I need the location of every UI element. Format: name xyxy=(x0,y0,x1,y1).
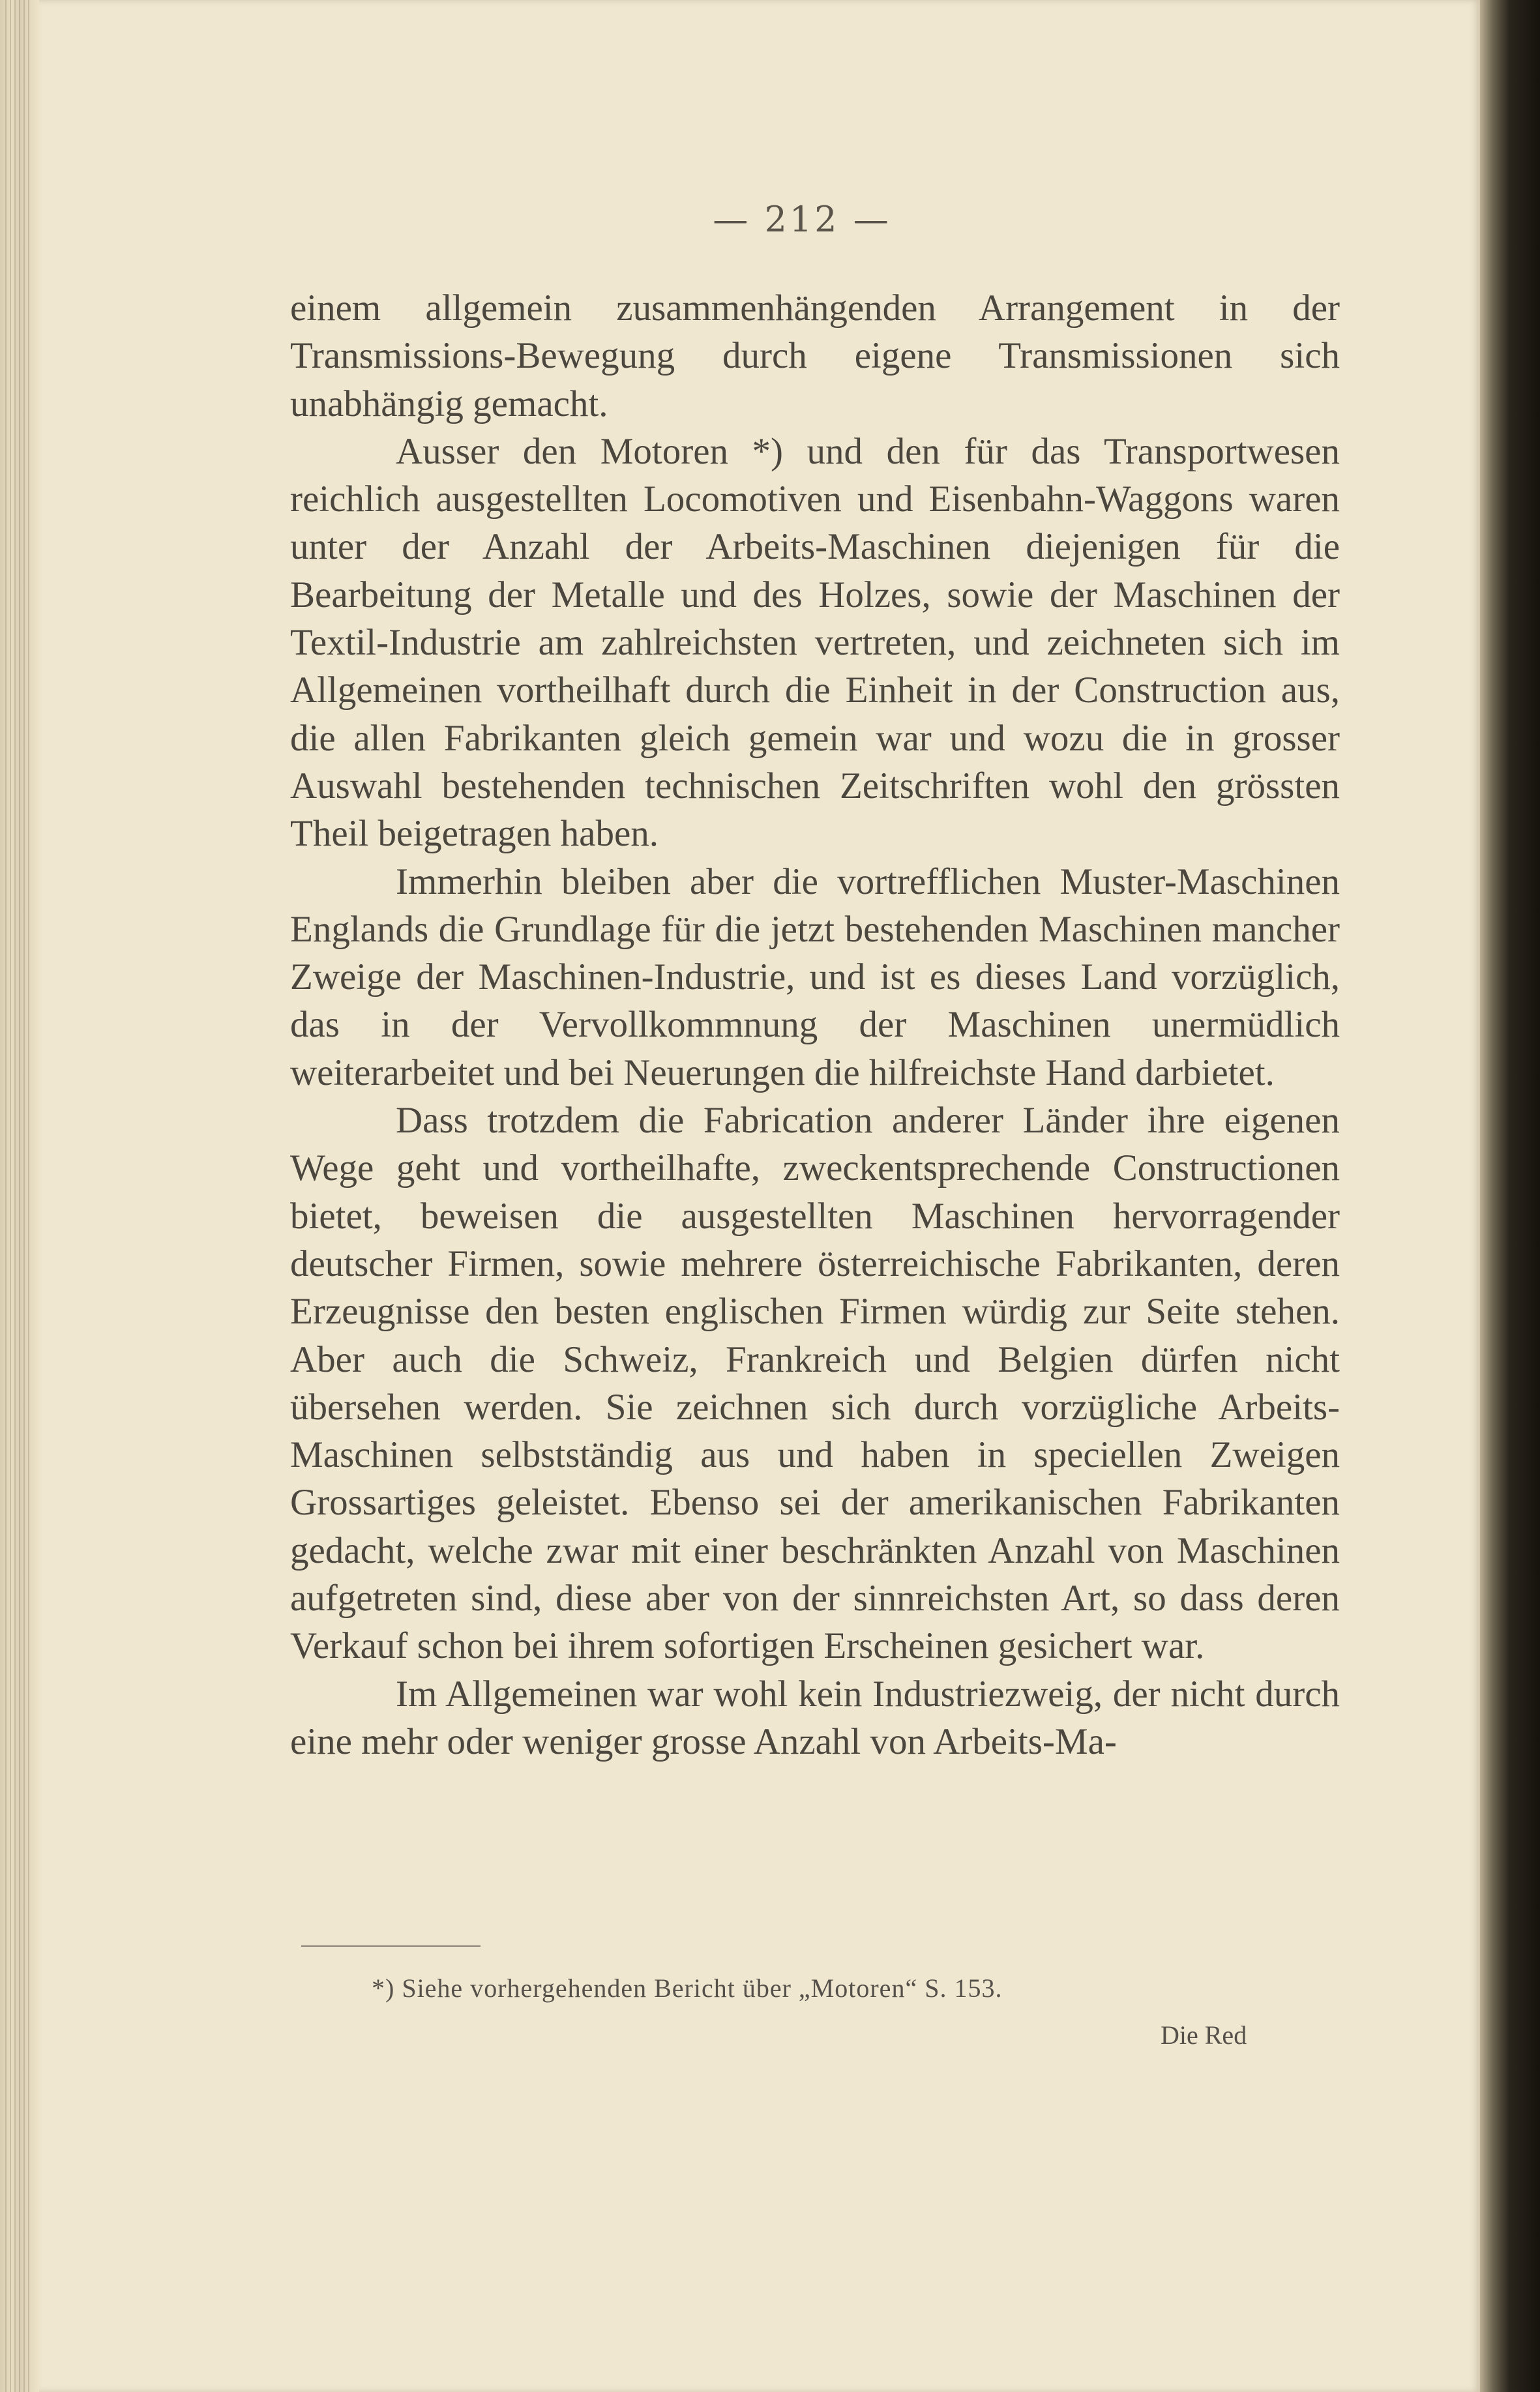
paragraph: Dass trotzdem die Fabrication anderer Länder ihre eigenen Wege geht und vortheilhafte, zweckentsprechende Constructionen bietet, beweisen die ausgestellten Maschinen hervorragender deutscher Firmen, sowie mehrere österreichische Fabrikanten, deren Erzeugnisse den besten englischen Firmen würdig zur Seite stehen. Aber auch die Schweiz, Frankreich und Belgien dürfen nicht übersehen werden. Sie zeichnen sich durch vorzügliche Arbeits-Maschinen selbstständig aus und haben in speciellen Zweigen Grossartiges geleistet. Ebenso sei der amerikanischen Fabrikanten gedacht, welche zwar mit einer beschränkten Anzahl von Maschinen aufgetreten sind, diese aber von der sinnreichsten Art, so dass deren Verkauf schon bei ihrem sofortigen Erscheinen gesichert war. xyxy=(290,1100,1340,1667)
paragraph: einem allgemein zusammenhängenden Arrangement in der Transmissions-Bewegung durch eigene Transmissionen sich unabhängig gemacht. xyxy=(290,288,1340,424)
paragraph: Immerhin bleiben aber die vortrefflichen Muster-Maschinen Englands die Grundlage für die jetzt bestehenden Maschinen mancher Zweige der Maschinen-Industrie, und ist es dieses Land vorzüglich, das in der Vervollkommnung der Maschinen unermüdlich weiterarbeitet und bei Neuerungen die hilfreichste Hand darbietet. xyxy=(290,861,1340,1093)
book-gutter-shadow xyxy=(1480,0,1540,2392)
footnote-signature: Die Red xyxy=(1161,2020,1247,2050)
page-stack-edge xyxy=(5,0,31,2392)
footnote-divider xyxy=(301,1945,481,1947)
paragraph: Ausser den Motoren *) und den für das Transportwesen reichlich ausgestellten Locomotiven und Eisenbahn-Waggons waren unter der Anzahl der Arbeits-Maschinen diejenigen für die Bearbeitung der Metalle und des Holzes, sowie der Maschinen der Textil-Industrie am zahlreichsten vertreten, und zeichneten sich im Allgemeinen vortheilhaft durch die Einheit in der Construction aus, die allen Fabrikanten gleich gemein war und wozu die in grosser Auswahl bestehenden technischen Zeitschriften wohl den grössten Theil beigetragen haben. xyxy=(290,430,1340,855)
body-text xyxy=(290,284,1340,1765)
page-number: — 212 — xyxy=(713,199,891,240)
footnote: *) Siehe vorhergehenden Bericht über „Motoren“ S. 153. xyxy=(372,1973,1003,2003)
paragraph: Im Allgemeinen war wohl kein Industriezweig, der nicht durch eine mehr oder weniger grosse Anzahl von Arbeits-Ma- xyxy=(290,1673,1340,1762)
